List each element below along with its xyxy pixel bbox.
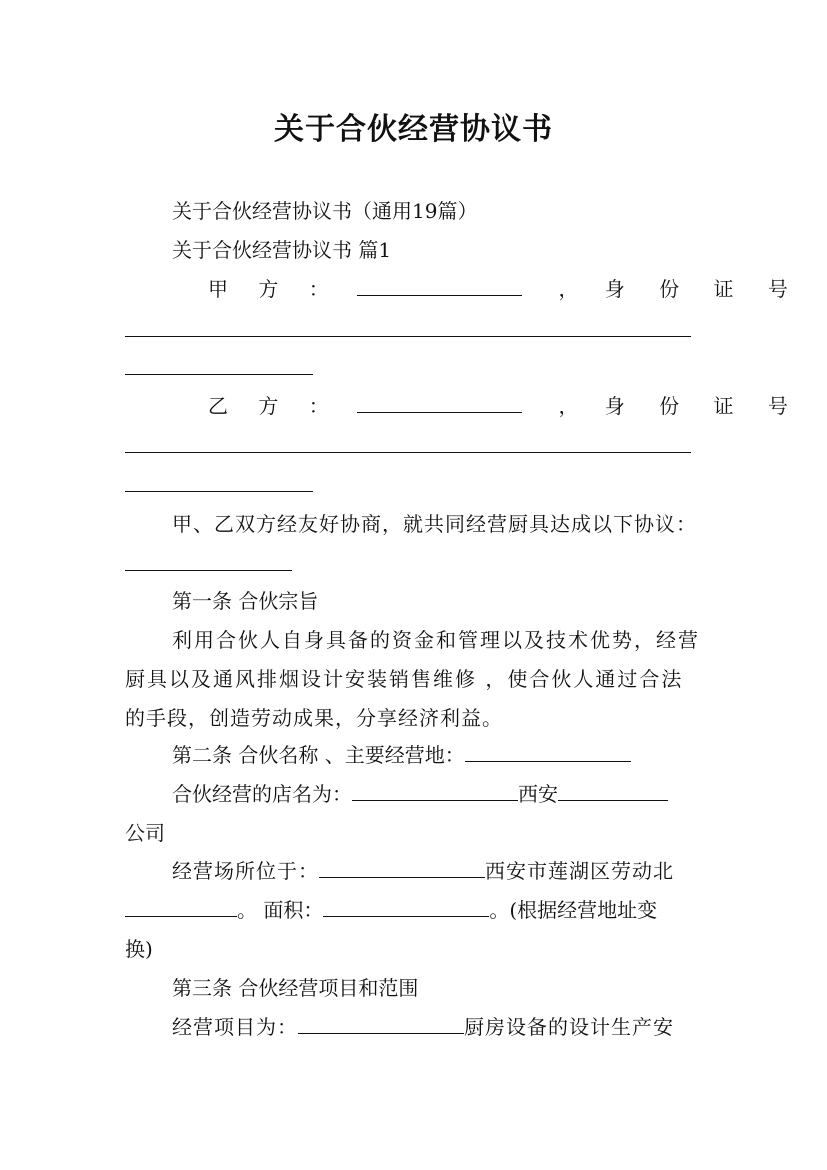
article1-body-line2: 厨具以及通风排烟设计安装销售维修 ，使合伙人通过合法	[125, 667, 684, 691]
party-a-id-blank-continued	[125, 374, 313, 375]
party-b-label: 乙 方 ：	[208, 394, 341, 418]
store-name-mid: 西安	[518, 782, 558, 806]
party-b-id-label: 身 份 证 号	[604, 394, 802, 418]
scope-line	[172, 1015, 752, 1039]
article2-heading: 第二条 合伙名称 、主要经营地：	[172, 743, 465, 767]
party-b-id-blank-continued	[125, 491, 313, 492]
area-line	[125, 898, 705, 922]
article1-body-line1: 利用合伙人自身具备的资金和管理以及技术优势，经营	[172, 628, 700, 652]
location-blank-continued	[125, 898, 237, 917]
party-b-name-blank	[357, 394, 522, 413]
article3-heading: 第三条 合伙经营项目和范围	[172, 976, 419, 1000]
store-name-blank	[352, 782, 518, 801]
party-a-name-blank	[357, 277, 522, 296]
area-blank	[323, 898, 489, 917]
document-title: 关于合伙经营协议书	[274, 112, 553, 147]
document-subtitle: 关于合伙经营协议书（通用19篇）	[172, 199, 478, 223]
party-a-id-blank	[125, 336, 691, 337]
article1-heading: 第一条 合伙宗旨	[172, 589, 319, 613]
area-note: 。(根据经营地址变	[489, 898, 658, 922]
store-name-line	[172, 782, 752, 806]
party-a-id-label: 身 份 证 号	[604, 277, 802, 301]
article2-location-blank	[465, 743, 631, 762]
scope-prefix: 经营项目为：	[172, 1015, 298, 1039]
party-b-line	[208, 394, 802, 418]
agreement-intro-blank	[125, 570, 292, 571]
piece-label: 关于合伙经营协议书 篇1	[172, 238, 392, 262]
location-value: 西安市莲湖区劳动北	[485, 859, 674, 883]
agreement-intro: 甲、乙双方经友好协商，就共同经营厨具达成以下协议：	[172, 512, 697, 536]
article1-body-line3: 的手段，创造劳动成果，分享经济利益。	[125, 706, 503, 730]
location-blank	[319, 859, 485, 878]
party-a-line	[208, 277, 802, 301]
location-line	[172, 859, 752, 883]
area-separator: 。 面积：	[237, 898, 324, 922]
location-prefix: 经营场所位于：	[172, 859, 319, 883]
area-note-end: 换)	[125, 937, 153, 961]
party-b-id-blank	[125, 452, 691, 453]
article2-line	[172, 743, 752, 767]
store-name-prefix: 合伙经营的店名为：	[172, 782, 352, 806]
store-name-suffix: 公司	[125, 821, 165, 845]
party-a-comma: ，	[558, 277, 579, 301]
store-name-blank-2	[558, 782, 668, 801]
party-a-label: 甲 方 ：	[208, 277, 341, 301]
scope-blank	[298, 1015, 464, 1034]
scope-value: 厨房设备的设计生产安	[464, 1015, 674, 1039]
party-b-comma: ，	[558, 394, 579, 418]
